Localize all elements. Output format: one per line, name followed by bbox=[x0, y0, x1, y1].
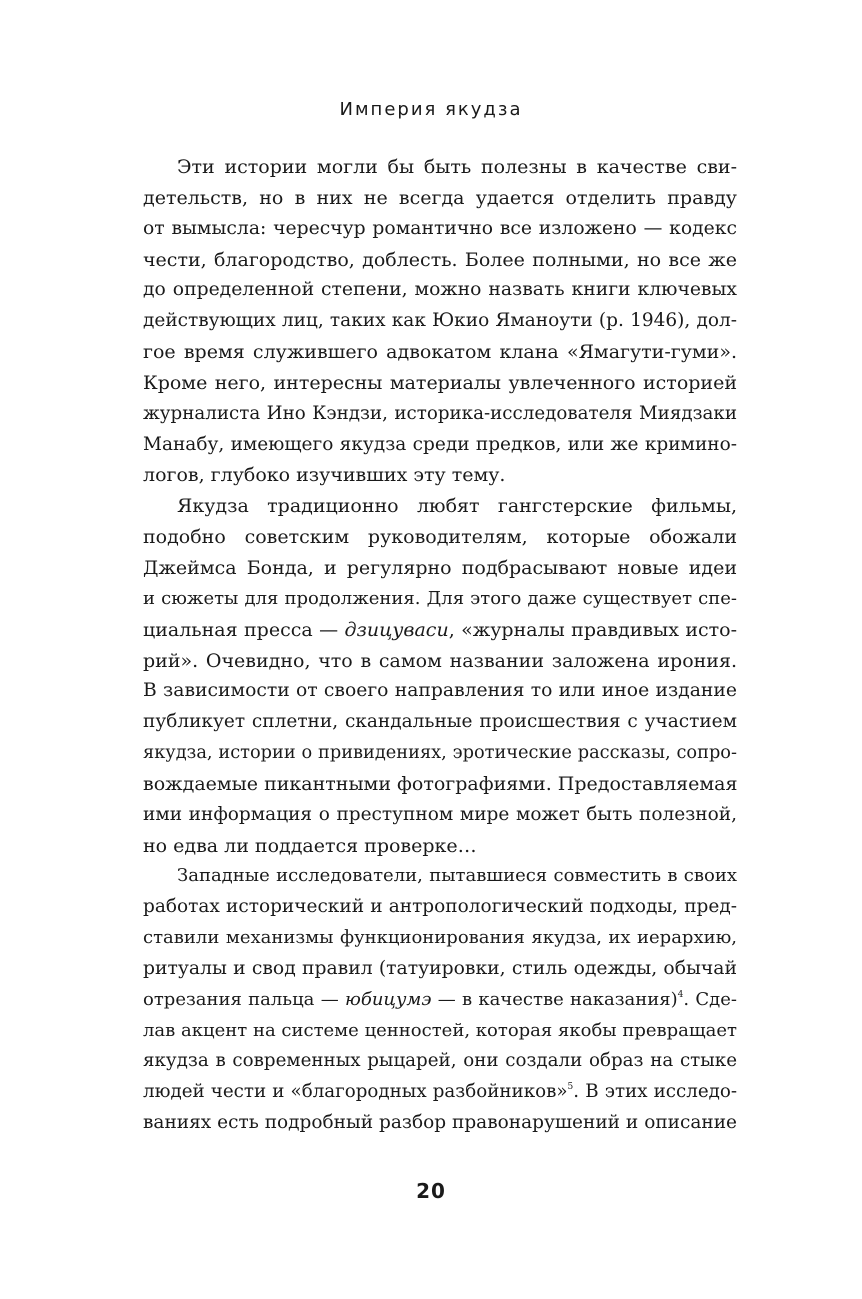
page-number: 20 bbox=[416, 1179, 446, 1203]
text-run: . В этих исследо- bbox=[573, 1081, 738, 1103]
text-line: якудза, истории о привидениях, эротические рассказы, сопро- bbox=[143, 743, 737, 764]
text-line: Джеймса Бонда, и регулярно подбрасывают новые идеи bbox=[143, 556, 737, 579]
text-line: от вымысла: чересчур романтично все изложено — кодекс bbox=[143, 217, 737, 239]
text-line: Западные исследователи, пытавшиеся совместить в своих bbox=[177, 865, 737, 887]
italic-term: юбицумэ bbox=[344, 988, 432, 1010]
paragraph bbox=[143, 152, 737, 491]
text-line: ваниях есть подробный разбор правонарушений и описание bbox=[143, 1112, 737, 1134]
text-line: но едва ли поддается проверке… bbox=[143, 834, 477, 857]
text-line bbox=[143, 1077, 737, 1108]
text-line: якудза в современных рыцарей, они создали образ на стыке bbox=[143, 1050, 737, 1072]
text-line: Манабу, имеющего якудза среди предков, или же кримино- bbox=[143, 433, 737, 455]
text-run: отрезания пальца — bbox=[143, 988, 345, 1010]
body-text bbox=[143, 152, 737, 1139]
text-line: вождаемые пикантными фотографиями. Предоставляемая bbox=[143, 772, 738, 795]
italic-term: дзицуваси bbox=[344, 618, 449, 641]
text-line: логов, глубоко изучивших эту тему. bbox=[143, 464, 506, 487]
text-line: журналиста Ино Кэндзи, историка-исследователя Миядзаки bbox=[143, 402, 737, 424]
text-line bbox=[143, 615, 737, 646]
text-line: действующих лиц, таких как Юкио Яманоути (р. 1946), дол- bbox=[143, 310, 737, 332]
text-line: ими информация о преступном мире может быть полезной, bbox=[143, 803, 737, 825]
text-line: ритуалы и свод правил (татуировки, стиль одежды, обычай bbox=[143, 957, 737, 979]
text-run: . Сде- bbox=[683, 988, 737, 1010]
text-line: и сюжеты для продолжения. Для этого даже существует спе- bbox=[143, 587, 737, 609]
text-run: циальная пресса — bbox=[143, 618, 345, 641]
text-line: Якудза традиционно любят гангстерские фильмы, bbox=[177, 495, 737, 518]
text-run: , «журналы правдивых исто- bbox=[448, 618, 737, 641]
text-line: до определенной степени, можно назвать книги ключевых bbox=[143, 279, 737, 301]
text-line: чести, благородство, доблесть. Более полными, но все же bbox=[143, 248, 737, 271]
text-line: публикует сплетни, скандальные происшествия с участием bbox=[143, 711, 737, 733]
text-line: Кроме него, интересны материалы увлеченного историей bbox=[143, 371, 737, 394]
footnote-ref[interactable]: 4 bbox=[677, 989, 684, 1000]
text-run: — в качестве наказания) bbox=[431, 988, 678, 1010]
text-line: детельств, но в них не всегда удается отделить правду bbox=[143, 186, 737, 209]
paragraph bbox=[143, 491, 737, 861]
footnote-ref[interactable]: 5 bbox=[567, 1082, 574, 1093]
text-run: людей чести и «благородных разбойников» bbox=[143, 1081, 568, 1103]
text-line: гое время служившего адвокатом клана «Ямагути-гуми». bbox=[143, 341, 737, 364]
text-line: ставили механизмы функционирования якудза, их иерархию, bbox=[143, 927, 737, 949]
text-line: Эти истории могли бы быть полезны в качестве сви- bbox=[177, 156, 737, 178]
text-line bbox=[143, 985, 737, 1016]
paragraph bbox=[143, 861, 737, 1139]
text-line: работах исторический и антропологический подходы, пред- bbox=[143, 896, 737, 918]
text-line: В зависимости от своего направления то или иное издание bbox=[143, 680, 737, 702]
text-line: лав акцент на системе ценностей, которая якобы превращает bbox=[143, 1019, 737, 1041]
running-head: Империя якудза bbox=[339, 99, 523, 120]
text-line: рий». Очевидно, что в самом названии заложена ирония. bbox=[143, 649, 737, 672]
text-line: подобно советским руководителям, которые обожали bbox=[143, 526, 737, 549]
